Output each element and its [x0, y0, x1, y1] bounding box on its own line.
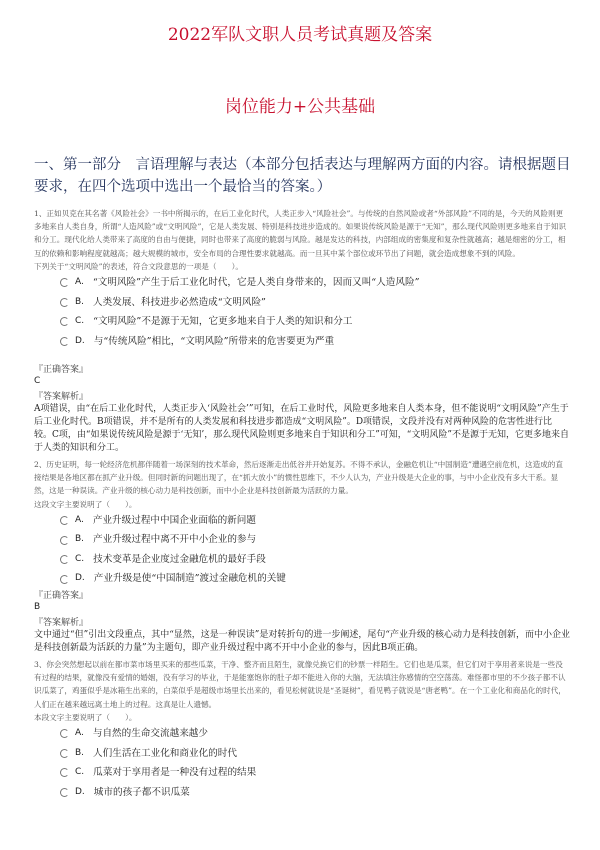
option-letter: C. — [75, 316, 85, 327]
option-text: 技术变革是企业度过金融危机的最好手段 — [93, 553, 266, 565]
question-text: 2、历史证明，每一轮经济危机都伴随着一场深刻的技术革命，然后逐渐走出低谷并开始复苏。不得不承认，金融危机让“中国制造”遭遇空前危机，这造成的直接结果是各地区都在抓产业升级。但同时新的问题出现了，在“抓大放小”的惯性思维下，不少人认为，产业升级是大企业的事，与中小企业没有多大干系。显然，这是一种误读。产业升级的核心动力是科技创新，而中小企业是科技创新最为活跃的力量。 — [34, 460, 563, 496]
option-c[interactable] — [34, 763, 570, 783]
answer-label: 『正确答案』 — [34, 591, 89, 601]
question-1 — [34, 207, 570, 351]
option-letter: B. — [75, 534, 85, 545]
option-text: 产业升级过程中中国企业面临的新问题 — [92, 514, 256, 526]
analysis-text: 文中通过“但”引出文段重点，其中“显然，这是一种误读”是对转折句的进一步阐述，尾句“产业升级的核心动力是科技创新，而中小企业是科技创新最为活跃的力量”为主题句，即产业升级过程中离不开中小企业的参与，因此B项正确。 — [34, 630, 571, 653]
option-letter: B. — [75, 747, 85, 758]
analysis-label: 『答案解析』 — [34, 618, 89, 628]
radio-icon[interactable] — [60, 278, 69, 287]
radio-icon[interactable] — [60, 337, 69, 346]
analysis-text: A项错误，由“在后工业化时代，人类正步入‘风险社会’”可知，在后工业时代，风险更多地来自人类本身，但不能说明“文明风险”产生于后工业化时代。B项错误，并不是所有的人类发展和科技进步都造成“文明风险”。D项错误，文段并没有对两种风险的危害性进行比较。C项，由“如果说传统风险是源于‘无知’，那么现代风险则更多地来自于知识和分工”可知，“文明风险”不是源于无知，它更多地来自于人类的知识和分工。 — [34, 404, 570, 453]
option-text: “文明风险”不是源于无知，它更多地来自于人类的知识和分工 — [93, 316, 353, 328]
radio-icon[interactable] — [60, 749, 69, 758]
radio-icon[interactable] — [60, 298, 69, 307]
document-subtitle: 岗位能力+公共基础 — [224, 97, 376, 117]
option-text: 瓜菜对于享用者是一种没有过程的结果 — [93, 767, 257, 779]
radio-icon[interactable] — [60, 555, 69, 564]
correct-answer: C — [34, 376, 41, 386]
option-a[interactable] — [34, 724, 570, 744]
question-text: 1、正如贝克在其名著《风险社会》一书中所揭示的，在后工业化时代，人类正步入“风险社会”。与传统的自然风险或者“外部风险”不同的是，今天的风险则更多地来自人类自身，所谓“人造风险”或“文明风险”，它是人类发展、特别是科技进步造成的。如果说传统风险是源于“无知”，那么现代风险则更多地来自于知识和分工。现代化给人类带来了高度的自由与便捷，同时也带来了高度的脆弱与风险。越是发达的科技，内部组成的密集度和复杂性就越高；越是细密的分工，相互的依赖和影响程度就越高；越大规模的城市，安全布局的合理性要求就越高。而一旦其中某个部位或环节出了问题，就会造成想象不到的风险。 — [34, 209, 567, 258]
option-letter: B. — [75, 296, 85, 307]
option-d[interactable] — [34, 783, 570, 803]
option-text: 人类发展、科技进步必然造成“文明风险” — [93, 296, 266, 308]
question-prompt: 本段文字主要说明了（ ）。 — [34, 712, 137, 722]
option-b[interactable] — [34, 293, 570, 313]
options — [34, 724, 570, 802]
correct-answer: B — [34, 602, 41, 612]
question-3 — [34, 658, 570, 802]
option-text: 城市的孩子都不识瓜菜 — [93, 786, 190, 798]
option-letter: A. — [75, 277, 84, 288]
option-a[interactable] — [34, 511, 570, 531]
option-letter: C. — [75, 767, 85, 778]
question-prompt: 这段文字主要说明了（ ）。 — [34, 499, 137, 509]
radio-icon[interactable] — [60, 536, 69, 545]
answer-label: 『正确答案』 — [34, 365, 89, 375]
radio-icon[interactable] — [60, 516, 69, 525]
analysis-label: 『答案解析』 — [34, 392, 89, 402]
answer-block-2 — [34, 582, 570, 655]
question-text: 3、你会突然想起以前在都市菜市场里买来的那些瓜菜，干净、整齐而且陌生，就像兑换它们的钞票一样陌生。它们也是瓜菜，但它们对于享用者来说是一些没有过程的结果，就像没有爱情的婚姻，没有学习的毕业，于是能塞饱你的肚子却不能进入你的大脑，无法填注你感情的空空荡荡。难怪都市里的不少孩子都不认识瓜菜了，鸡蛋似乎是冰箱生出来的，白菜似乎是超级市场里长出来的，看见松树就说是“圣诞树”，看见鸭子就说是“唐老鸭”。在一个工业化和商品化的时代，人们正在越来越远离土地上的过程。这真是让人遗憾。 — [34, 660, 566, 709]
radio-icon[interactable] — [60, 768, 69, 777]
option-text: 人们生活在工业化和商业化的时代 — [93, 747, 237, 759]
option-letter: D. — [75, 573, 85, 584]
question-2 — [34, 458, 570, 589]
option-text: 产业升级过程中离不开中小企业的参与 — [93, 534, 257, 546]
section-heading: 一、第一部分 言语理解与表达（本部分包括表达与理解两方面的内容。请根据题目要求，在四个选项中选出一个最恰当的答案。） — [34, 157, 571, 195]
radio-icon[interactable] — [60, 317, 69, 326]
option-text: 产业升级是使“中国制造”渡过金融危机的关键 — [93, 573, 286, 585]
option-letter: D. — [75, 786, 85, 797]
option-letter: C. — [75, 553, 85, 564]
answer-block-1 — [34, 356, 570, 455]
question-prompt: 下列关于“文明风险”的表述，符合文段意思的一项是（ ）。 — [34, 261, 243, 271]
option-c[interactable] — [34, 550, 570, 570]
option-text: 与自然的生命交流越来越少 — [92, 728, 208, 740]
radio-icon[interactable] — [60, 788, 69, 797]
option-text: 与“传统风险”相比，“文明风险”所带来的危害要更为严重 — [93, 335, 335, 347]
option-a[interactable] — [34, 273, 570, 293]
option-text: “文明风险”产生于后工业化时代，它是人类自身带来的，因而又叫“人造风险” — [92, 277, 420, 289]
options — [34, 511, 570, 589]
document-title: 2022军队文职人员考试真题及答案 — [167, 25, 433, 45]
radio-icon[interactable] — [60, 729, 69, 738]
option-b[interactable] — [34, 530, 570, 550]
option-letter: D. — [75, 335, 85, 346]
option-letter: A. — [75, 728, 84, 739]
options — [34, 273, 570, 351]
option-letter: A. — [75, 514, 84, 525]
option-b[interactable] — [34, 744, 570, 764]
option-c[interactable] — [34, 312, 570, 332]
option-d[interactable] — [34, 332, 570, 352]
